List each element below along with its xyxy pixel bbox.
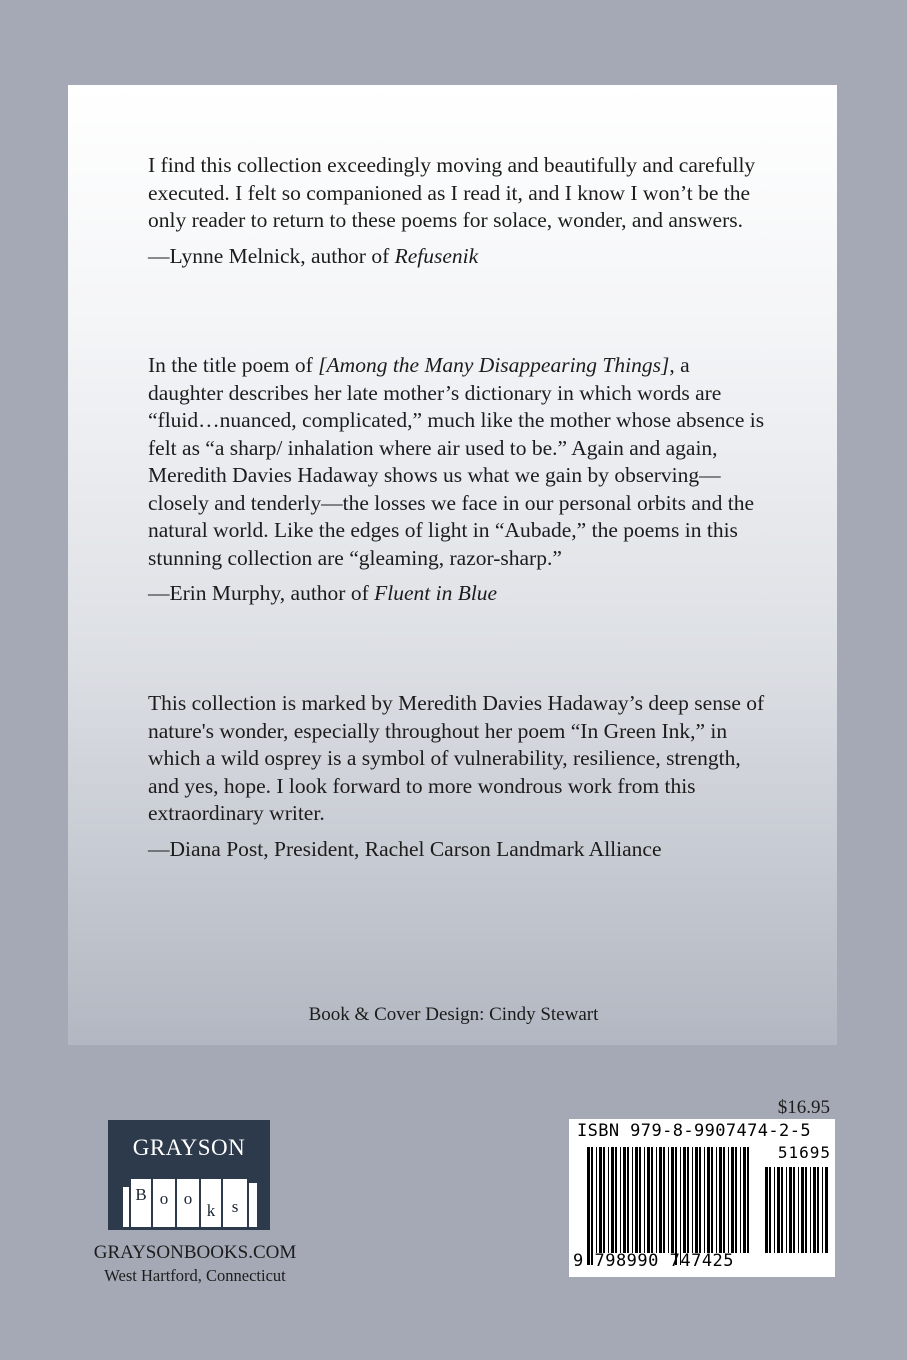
blurb-melnick xyxy=(148,152,768,270)
barcode xyxy=(569,1119,835,1277)
barcode-bar xyxy=(774,1167,775,1253)
blurb-murphy xyxy=(148,352,768,608)
barcode-bar xyxy=(765,1167,768,1253)
price: $16.95 xyxy=(777,1097,830,1118)
logo-spine xyxy=(122,1186,130,1228)
addon-digits: 51695 xyxy=(777,1143,831,1162)
barcode-bar xyxy=(659,1147,662,1253)
barcode-bar xyxy=(687,1147,689,1253)
barcode-bar xyxy=(603,1147,605,1253)
logo-wordmark: GRAYSON xyxy=(132,1135,246,1160)
barcode-bar xyxy=(680,1147,681,1265)
barcode-bar xyxy=(632,1147,633,1253)
logo-bookshelf xyxy=(122,1178,258,1228)
logo-book: o xyxy=(176,1178,200,1228)
barcode-bar xyxy=(635,1147,638,1253)
barcode-bar xyxy=(716,1147,717,1253)
isbn-label: ISBN 979-8-9907474-2-5 xyxy=(577,1121,811,1141)
barcode-bar xyxy=(813,1167,816,1253)
barcode-bar xyxy=(608,1147,609,1253)
barcode-bar xyxy=(798,1167,799,1253)
barcode-bar xyxy=(789,1167,792,1253)
attribution-prefix: —Erin Murphy, author of xyxy=(148,581,375,605)
barcode-bar xyxy=(627,1147,629,1253)
barcode-bar xyxy=(587,1147,590,1265)
barcode-bar xyxy=(735,1147,737,1253)
barcode-bar xyxy=(707,1147,710,1253)
publisher-location: West Hartford, Connecticut xyxy=(104,1266,286,1285)
logo-book: o xyxy=(152,1178,176,1228)
blurb-text: I find this collection exceedingly moving and beautifully and carefully executed. I felt so companioned as I read it, and I know I won’t be the only reader to return to these poems for solace, wonder, and answers. xyxy=(148,153,756,232)
barcode-bar xyxy=(801,1167,804,1253)
barcode-bar xyxy=(596,1147,597,1253)
barcode-bar xyxy=(639,1147,641,1253)
barcode-bar xyxy=(671,1147,674,1253)
barcode-bar xyxy=(817,1167,819,1253)
barcode-bar xyxy=(599,1147,602,1253)
blurb-attribution: —Diana Post, President, Rachel Carson Landmark Alliance xyxy=(148,836,662,861)
barcode-bar xyxy=(615,1147,617,1253)
barcode-bar xyxy=(644,1147,645,1253)
blurb-text: This collection is marked by Meredith Davies Hadaway’s deep sense of nature's wonder, especially throughout her poem “In Green Ink,” in which a wild osprey is a symbol of vulnerability, resilience, strength, and yes, hope. I look forward to more wondrous work from this extraordinary writer. xyxy=(148,691,765,825)
barcode-bar xyxy=(747,1147,749,1253)
barcode-bar xyxy=(675,1147,677,1265)
barcode-bar xyxy=(663,1147,665,1253)
barcode-bar xyxy=(719,1147,722,1253)
ean-digits: 9 798990 747425 xyxy=(573,1251,735,1271)
barcode-bar xyxy=(683,1147,686,1253)
blurb-text-before: In the title poem of xyxy=(148,353,319,377)
attribution-prefix: —Lynne Melnick, author of xyxy=(148,243,395,268)
barcode-bar xyxy=(692,1147,693,1253)
blurb-attribution xyxy=(148,580,768,608)
barcode-bar xyxy=(786,1167,787,1253)
barcode-bar xyxy=(723,1147,725,1253)
barcode-bar xyxy=(740,1147,741,1253)
barcode-bar xyxy=(769,1167,771,1253)
addon-bars xyxy=(765,1167,831,1265)
barcode-bar xyxy=(656,1147,657,1253)
publisher-logo xyxy=(108,1120,270,1230)
design-credit: Book & Cover Design: Cindy Stewart xyxy=(308,1004,599,1025)
blurb-text xyxy=(148,352,768,572)
logo-book: k xyxy=(200,1178,222,1228)
barcode-bar xyxy=(699,1147,701,1253)
blurb-attribution xyxy=(148,243,768,271)
barcode-bar xyxy=(620,1147,621,1253)
barcode-bar xyxy=(695,1147,698,1253)
barcode-bar xyxy=(805,1167,807,1253)
barcode-bar xyxy=(647,1147,650,1253)
book-title: Refusenik xyxy=(394,243,479,268)
barcode-bar xyxy=(743,1147,746,1253)
ean-bars xyxy=(587,1147,753,1265)
barcode-bar xyxy=(781,1167,783,1253)
barcode-bar xyxy=(731,1147,734,1253)
barcode-bar xyxy=(825,1167,828,1253)
barcode-bar xyxy=(611,1147,614,1253)
barcode-bar xyxy=(651,1147,653,1253)
publisher-url[interactable]: GRAYSONBOOKS.COM xyxy=(93,1242,297,1263)
blurb-text-after: , a daughter describes her late mother’s dictionary in which words are “fluid…nuanced, complicated,” much like the mother whose absence is felt as “a sharp/ inhalation where air used to be.” Again and again, Meredith Davies Hadaway shows us what we gain by observing—closely and tenderly—the losses we face in our personal orbits and the natural world. Like the edges of light in “Aubade,” the poems in this stunning collection are “gleaming, razor-sharp.” xyxy=(148,353,765,570)
barcode-bar xyxy=(777,1167,780,1253)
barcode-bar xyxy=(623,1147,626,1253)
barcode-bar xyxy=(591,1147,593,1265)
barcode-bar xyxy=(704,1147,705,1253)
barcode-bar xyxy=(711,1147,713,1253)
barcode-bar xyxy=(668,1147,669,1253)
blurb-post xyxy=(148,690,768,863)
logo-book: B xyxy=(130,1178,152,1228)
barcode-bar xyxy=(822,1167,823,1253)
barcode-bar xyxy=(793,1167,795,1253)
logo-spine xyxy=(248,1182,258,1228)
collection-title: [Among the Many Disappearing Things] xyxy=(318,353,670,377)
barcode-bar xyxy=(810,1167,811,1253)
logo-book: s xyxy=(222,1178,248,1228)
book-title: Fluent in Blue xyxy=(374,581,498,605)
barcode-bar xyxy=(728,1147,729,1253)
